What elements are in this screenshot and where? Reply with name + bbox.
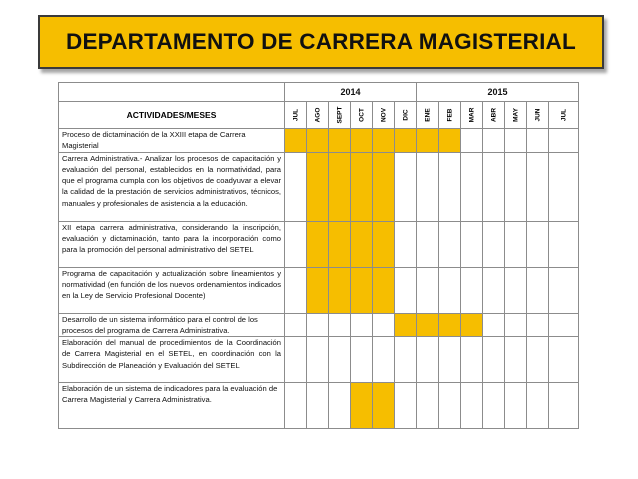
schedule-cell [483,337,505,383]
schedule-cell [395,267,417,313]
schedule-cell [505,129,527,153]
month-header [351,102,373,129]
activity-description: Carrera Administrativa.- Analizar los procesos de capacitación y evaluación del personal, establecidos en la normatividad, para que el programa cumpla con los objetivos de coadyuvar a elevar la calidad de la prestación de servicios administrativos, técnicos, manuales y profesionales de asistencia a la educación. [59,152,285,221]
schedule-cell [527,337,549,383]
month-header [285,102,307,129]
schedule-cell [417,383,439,429]
table-row [59,337,579,383]
schedule-cell [351,313,373,337]
schedule-cell [461,383,483,429]
schedule-cell [329,383,351,429]
schedule-cell [307,383,329,429]
month-header [483,102,505,129]
activity-description: Programa de capacitación y actualización sobre lineamientos y normatividad (en función de los nuevos ordenamientos indicados en la Ley de Servicio Profesional Docente) [59,267,285,313]
schedule-cell-active [307,152,329,221]
month-header [417,102,439,129]
table-row [59,383,579,429]
schedule-cell [461,221,483,267]
month-header [549,102,579,129]
schedule-table [58,82,579,429]
schedule-cell-active [461,313,483,337]
month-header [307,102,329,129]
schedule-cell [461,267,483,313]
month-label: JUL [292,108,299,122]
month-label: ABR [490,107,498,123]
schedule-cell-active [439,129,461,153]
schedule-cell [461,129,483,153]
schedule-cell [395,152,417,221]
activity-description: XII etapa carrera administrativa, considerando la inscripción, evaluación y dictaminación, tanto para la incorporación como para la promoción del personal administrativo del SETEL [59,221,285,267]
schedule-cell-active [285,129,307,153]
schedule-cell-active [307,221,329,267]
schedule-cell [505,221,527,267]
schedule-cell [307,313,329,337]
schedule-cell [505,313,527,337]
schedule-cell-active [307,267,329,313]
schedule-cell-active [373,221,395,267]
schedule-cell-active [307,129,329,153]
schedule-cell-active [329,129,351,153]
month-label: AGO [314,107,321,123]
schedule-cell [329,313,351,337]
schedule-cell [417,221,439,267]
table-row [59,152,579,221]
month-header [461,102,483,129]
schedule-cell [527,313,549,337]
activities-header: ACTIVIDADES/MESES [59,102,285,129]
schedule-cell [461,337,483,383]
schedule-cell [549,337,579,383]
schedule-cell [483,267,505,313]
schedule-cell-active [373,383,395,429]
schedule-cell [373,337,395,383]
schedule-cell [439,337,461,383]
schedule-cell [549,313,579,337]
schedule-cell [285,267,307,313]
month-label: ENE [424,108,432,122]
month-header [329,102,351,129]
activity-description: Desarrollo de un sistema informático para el control de los procesos del programa de Carrera Administrativa. [59,313,285,337]
month-label: NOV [380,107,387,123]
schedule-cell [483,129,505,153]
schedule-cell [483,221,505,267]
schedule-cell [439,383,461,429]
schedule-cell [285,383,307,429]
schedule-cell-active [351,152,373,221]
schedule-cell [527,129,549,153]
schedule-cell [329,337,351,383]
schedule-cell [483,383,505,429]
month-label: JUN [534,108,542,122]
activity-description: Elaboración del manual de procedimientos de la Coordinación de Carrera Magisterial en el SETEL, en coordinación con la Subdirección de Planeación y Evaluación del SETEL [59,337,285,383]
schedule-cell [549,267,579,313]
month-label: MAY [512,108,520,122]
schedule-cell [285,221,307,267]
schedule-cell-active [439,313,461,337]
schedule-cell [527,221,549,267]
schedule-cell [395,337,417,383]
schedule-cell [505,337,527,383]
schedule-cell-active [417,313,439,337]
schedule-cell-active [373,267,395,313]
schedule-cell [417,152,439,221]
schedule-cell [505,383,527,429]
schedule-cell [527,152,549,221]
schedule-cell-active [351,221,373,267]
schedule-cell [549,383,579,429]
schedule-cell [285,152,307,221]
schedule-cell [395,383,417,429]
year-header-row [59,83,579,102]
activity-description: Proceso de dictaminación de la XXIII etapa de Carrera Magisterial [59,129,285,153]
month-header [505,102,527,129]
month-label: JUL [560,108,568,122]
month-label: SEPT [336,106,343,124]
schedule-cell [505,267,527,313]
schedule-cell [439,267,461,313]
schedule-cell-active [373,152,395,221]
schedule-cell-active [373,129,395,153]
table-row [59,267,579,313]
schedule-cell-active [329,267,351,313]
page-title: DEPARTAMENTO DE CARRERA MAGISTERIAL [66,29,576,54]
year-header-blank [59,83,285,102]
month-label: FEB [446,108,454,122]
title-banner [38,15,604,69]
schedule-cell [417,267,439,313]
schedule-cell [505,152,527,221]
schedule-cell [483,152,505,221]
schedule-cell [439,152,461,221]
schedule-cell [285,313,307,337]
table-row [59,313,579,337]
activity-description: Elaboración de un sistema de indicadores para la evaluación de Carrera Magisterial y Carrera Administrativa. [59,383,285,429]
year-2015-header: 2015 [417,83,579,102]
schedule-cell-active [351,267,373,313]
schedule-cell [483,313,505,337]
month-label: DIC [402,109,410,121]
schedule-cell [549,152,579,221]
month-header [439,102,461,129]
month-label: OCT [358,108,365,122]
activities-body [59,129,579,429]
schedule-cell [307,337,329,383]
table-row [59,221,579,267]
schedule-cell [527,267,549,313]
schedule-cell [373,313,395,337]
month-header [373,102,395,129]
schedule-cell [417,337,439,383]
schedule-cell [549,221,579,267]
schedule-cell [461,152,483,221]
schedule-cell [439,221,461,267]
month-header-row [59,102,579,129]
table-row [59,129,579,153]
schedule-cell-active [417,129,439,153]
schedule-cell-active [351,383,373,429]
schedule-cell [549,129,579,153]
schedule-cell [527,383,549,429]
month-label: MAR [468,107,476,123]
month-header [395,102,417,129]
schedule-cell-active [395,313,417,337]
year-2014-header: 2014 [285,83,417,102]
month-header [527,102,549,129]
schedule-cell-active [351,129,373,153]
schedule-cell-active [329,221,351,267]
schedule-cell-active [329,152,351,221]
schedule-cell [285,337,307,383]
schedule-cell [395,221,417,267]
schedule-cell [351,337,373,383]
schedule-cell-active [395,129,417,153]
